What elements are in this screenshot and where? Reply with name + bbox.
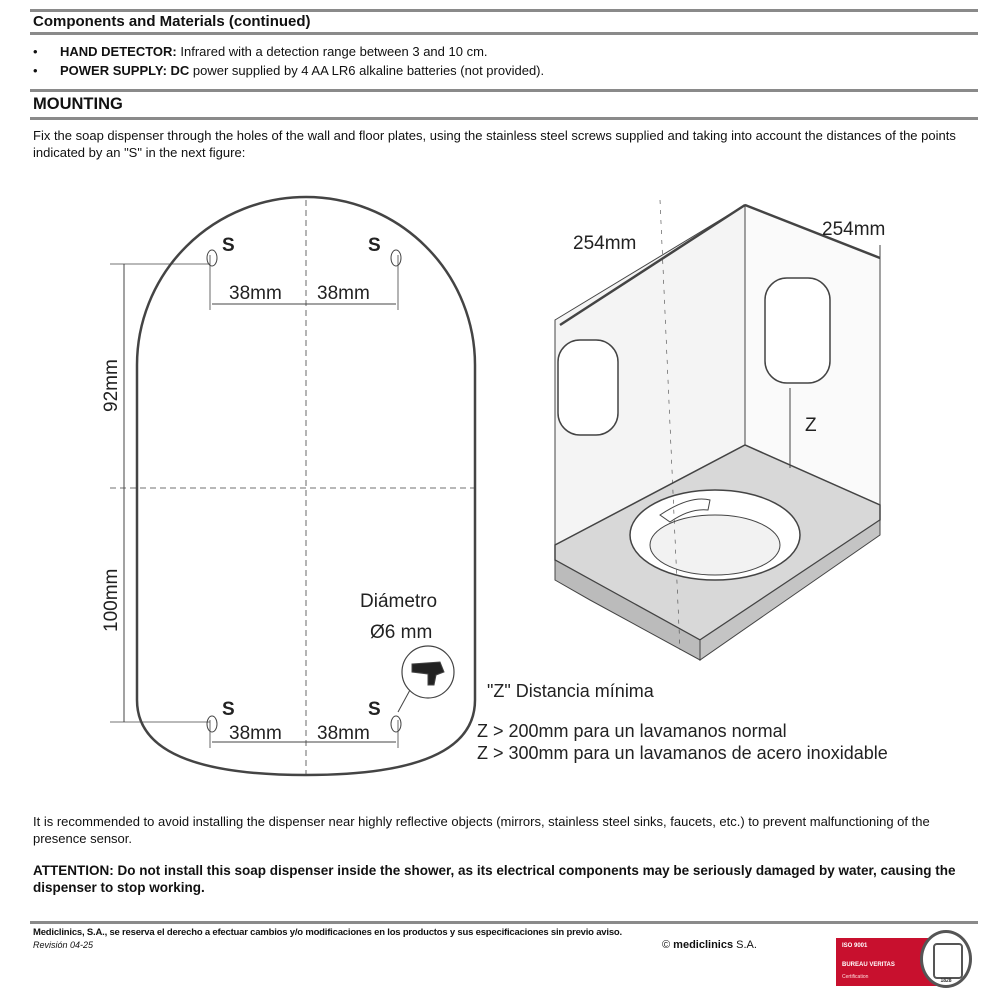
list-item: • POWER SUPPLY: DC power supplied by 4 AA LR6 alkaline batteries (not provided). (33, 63, 545, 78)
divider (30, 117, 978, 120)
revision: Revisión 04-25 (33, 940, 94, 950)
s-label: S (368, 235, 381, 256)
section-title: Components and Materials (continued) (33, 13, 311, 30)
screw-hole (391, 250, 401, 266)
diameter-title: Diámetro (360, 591, 438, 612)
s-label: S (222, 235, 235, 256)
recommendation: It is recommended to avoid installing the dispenser near highly reflective objects (mirrors, stainless steel sinks, faucets, etc.) to prevent malfunctioning of the presence sensor. (33, 814, 930, 846)
dimension-label: 38mm (229, 283, 282, 304)
divider (30, 32, 978, 35)
divider (30, 89, 978, 92)
section-title: MOUNTING (33, 95, 123, 113)
dimension-label: 254mm (822, 219, 886, 240)
s-label: S (222, 699, 235, 720)
brand: mediclinics (673, 939, 734, 951)
dimension-label: 92mm (101, 359, 122, 412)
copyright (662, 939, 757, 951)
z-normal: Z > 200mm para un lavamanos normal (477, 721, 787, 741)
item-text: power supplied by 4 AA LR6 alkaline batteries (not provided). (189, 63, 545, 78)
dimension-label: 38mm (317, 283, 370, 304)
screw-hole (207, 250, 217, 266)
cert-body: BUREAU VERITAS (842, 962, 895, 968)
cert-label: Certification (842, 974, 869, 980)
bureau-veritas-logo (836, 930, 976, 990)
cert-iso: ISO 9001 (842, 943, 868, 949)
list-item: • HAND DETECTOR: Infrared with a detection range between 3 and 10 cm. (33, 44, 488, 59)
s-label: S (368, 699, 381, 720)
diameter-value: Ø6 mm (370, 622, 433, 643)
item-label: POWER SUPPLY: DC (60, 63, 190, 78)
dimension-label: 254mm (573, 233, 637, 254)
z-title: "Z" Distancia mínima (487, 681, 654, 701)
z-steel: Z > 300mm para un lavamanos de acero inoxidable (477, 743, 888, 763)
seal-year: 1828 (940, 978, 952, 984)
copyright-symbol: © (662, 939, 674, 951)
item-label: HAND DETECTOR: (60, 44, 177, 59)
dimension-label: 38mm (317, 723, 370, 744)
divider (30, 921, 978, 924)
bathroom-illustration (555, 200, 880, 660)
dimension-label: 100mm (101, 568, 122, 632)
screw-hole (391, 716, 401, 732)
mounting-intro: Fix the soap dispenser through the holes of the wall and floor plates, using the stainless steel screws supplied and taking into account the distances of the points indicated by an "S" in the next figure: (33, 128, 956, 160)
dispenser-left (558, 340, 618, 435)
z-label: Z (805, 415, 817, 436)
wall-template (110, 197, 475, 775)
company-suffix: S.A. (733, 939, 757, 951)
footer-disclaimer: Mediclinics, S.A., se reserva el derecho a efectuar cambios y/o modificaciones en los productos y sus especificaciones sin previo aviso. (33, 927, 622, 938)
dispenser-right (765, 278, 830, 383)
divider (30, 9, 978, 12)
dimension-label: 38mm (229, 723, 282, 744)
attention-note: ATTENTION: Do not install this soap dispenser inside the shower, as its electrical components may be seriously damaged by water, causing the dispenser to stop working. (33, 863, 956, 895)
seal-icon (920, 930, 972, 988)
mounting-figure (0, 180, 1000, 790)
screw-hole (207, 716, 217, 732)
item-text: Infrared with a detection range between 3 and 10 cm. (176, 44, 488, 59)
